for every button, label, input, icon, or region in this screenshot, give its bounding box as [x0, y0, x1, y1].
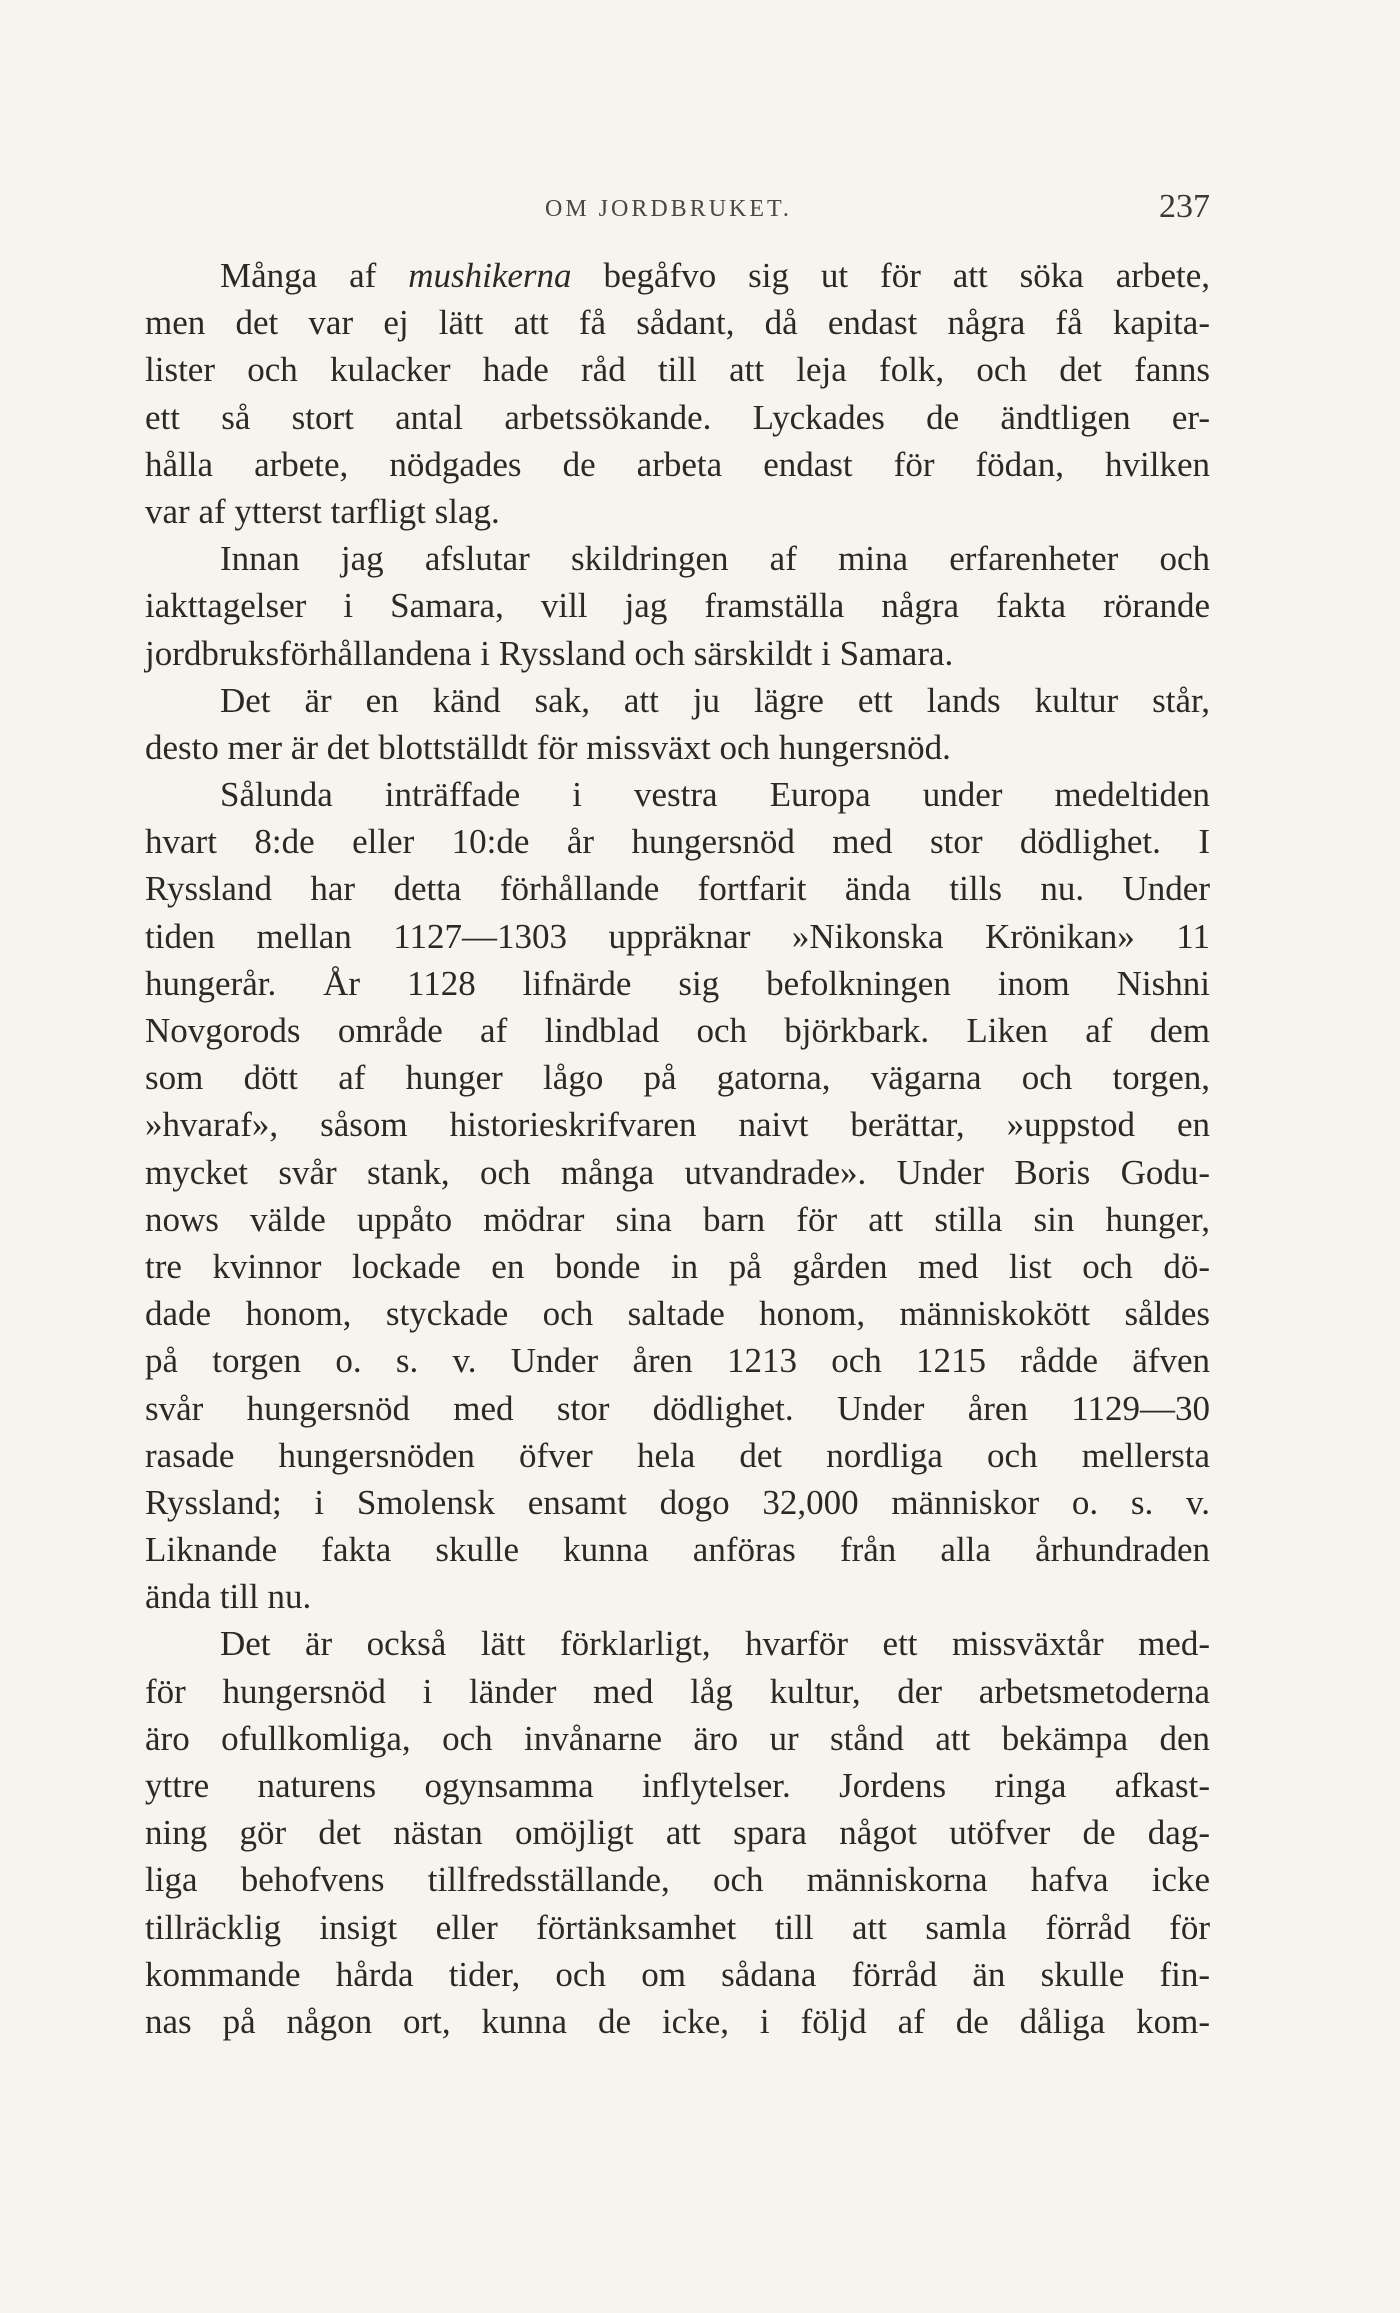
text-line: hålla arbete, nödgades de arbeta endast för födan, hvilken: [145, 444, 1210, 484]
text-line: Sålunda inträffade i vestra Europa under medeltiden: [220, 775, 1210, 815]
text-line: dade honom, styckade och saltade honom, människokött såldes: [145, 1294, 1210, 1334]
text-line: lister och kulacker hade råd till att leja folk, och det fanns: [145, 350, 1210, 390]
text-line: Ryssland; i Smolensk ensamt dogo 32,000 människor o. s. v.: [145, 1482, 1210, 1522]
text-line: äro ofullkomliga, och invånarne äro ur stånd att bekämpa den: [145, 1718, 1210, 1758]
text-line: Det är också lätt förklarligt, hvarför ett missväxtår med-: [220, 1624, 1210, 1664]
text-line: mycket svår stank, och många utvandrade». Under Boris Godu-: [145, 1152, 1210, 1192]
text-line: Liknande fakta skulle kunna anföras från alla århundraden: [145, 1530, 1210, 1570]
text-line: svår hungersnöd med stor dödlighet. Under åren 1129—30: [145, 1388, 1210, 1428]
text-line: nas på någon ort, kunna de icke, i följd af de dåliga kom-: [145, 2001, 1210, 2041]
text-line: nows välde uppåto mödrar sina barn för att stilla sin hunger,: [145, 1199, 1210, 1239]
text-line: på torgen o. s. v. Under åren 1213 och 1215 rådde äfven: [145, 1341, 1210, 1381]
text-line: var af ytterst tarfligt slag.: [145, 491, 500, 531]
text-line: hungerår. År 1128 lifnärde sig befolkningen inom Nishni: [145, 963, 1210, 1003]
body-text: [145, 252, 1210, 2045]
text-line: tre kvinnor lockade en bonde in på gården med list och dö-: [145, 1246, 1210, 1286]
text-line: »hvaraf», såsom historieskrifvaren naivt berättar, »uppstod en: [145, 1105, 1210, 1145]
text-line: Det är en känd sak, att ju lägre ett lands kultur står,: [220, 680, 1210, 720]
text-line: rasade hungersnöden öfver hela det nordliga och mellersta: [145, 1435, 1210, 1475]
text-line: jordbruksförhållandena i Ryssland och särskildt i Samara.: [145, 633, 954, 673]
text-line: ett så stort antal arbetssökande. Lyckades de ändtligen er-: [145, 397, 1210, 437]
text-line: iakttagelser i Samara, vill jag framställa några fakta rörande: [145, 586, 1210, 626]
text-line: tillräcklig insigt eller förtänksamhet till att samla förråd för: [145, 1907, 1210, 1947]
page-number: 237: [1159, 188, 1210, 225]
page-header: [145, 188, 1210, 228]
text-line: Ryssland har detta förhållande fortfarit ända tills nu. Under: [145, 869, 1210, 909]
text-line: desto mer är det blottställdt för missväxt och hungersnöd.: [145, 727, 951, 767]
text-line: som dött af hunger lågo på gatorna, vägarna och torgen,: [145, 1058, 1210, 1098]
text-line: hvart 8:de eller 10:de år hungersnöd med stor dödlighet. I: [145, 822, 1210, 862]
text-line: Många af mushikerna begåfvo sig ut för att söka arbete,: [220, 256, 1210, 295]
text-line: tiden mellan 1127—1303 uppräknar »Nikonska Krönikan» 11: [145, 916, 1210, 956]
text-line: ning gör det nästan omöjligt att spara något utöfver de dag-: [145, 1813, 1210, 1853]
text-line: Novgorods område af lindblad och björkbark. Liken af dem: [145, 1011, 1210, 1050]
text-line: för hungersnöd i länder med låg kultur, der arbetsmetoderna: [145, 1671, 1210, 1711]
text-line: Innan jag afslutar skildringen af mina erfarenheter och: [220, 539, 1210, 579]
text-line: men det var ej lätt att få sådant, då endast några få kapita-: [145, 303, 1210, 343]
text-line: yttre naturens ogynsamma inflytelser. Jordens ringa afkast-: [145, 1766, 1210, 1805]
text-line: liga behofvens tillfredsställande, och människorna hafva icke: [145, 1860, 1210, 1900]
text-line: kommande hårda tider, och om sådana förråd än skulle fin-: [145, 1954, 1210, 1994]
running-head: OM JORDBRUKET.: [545, 196, 792, 222]
text-line: ända till nu.: [145, 1577, 312, 1617]
